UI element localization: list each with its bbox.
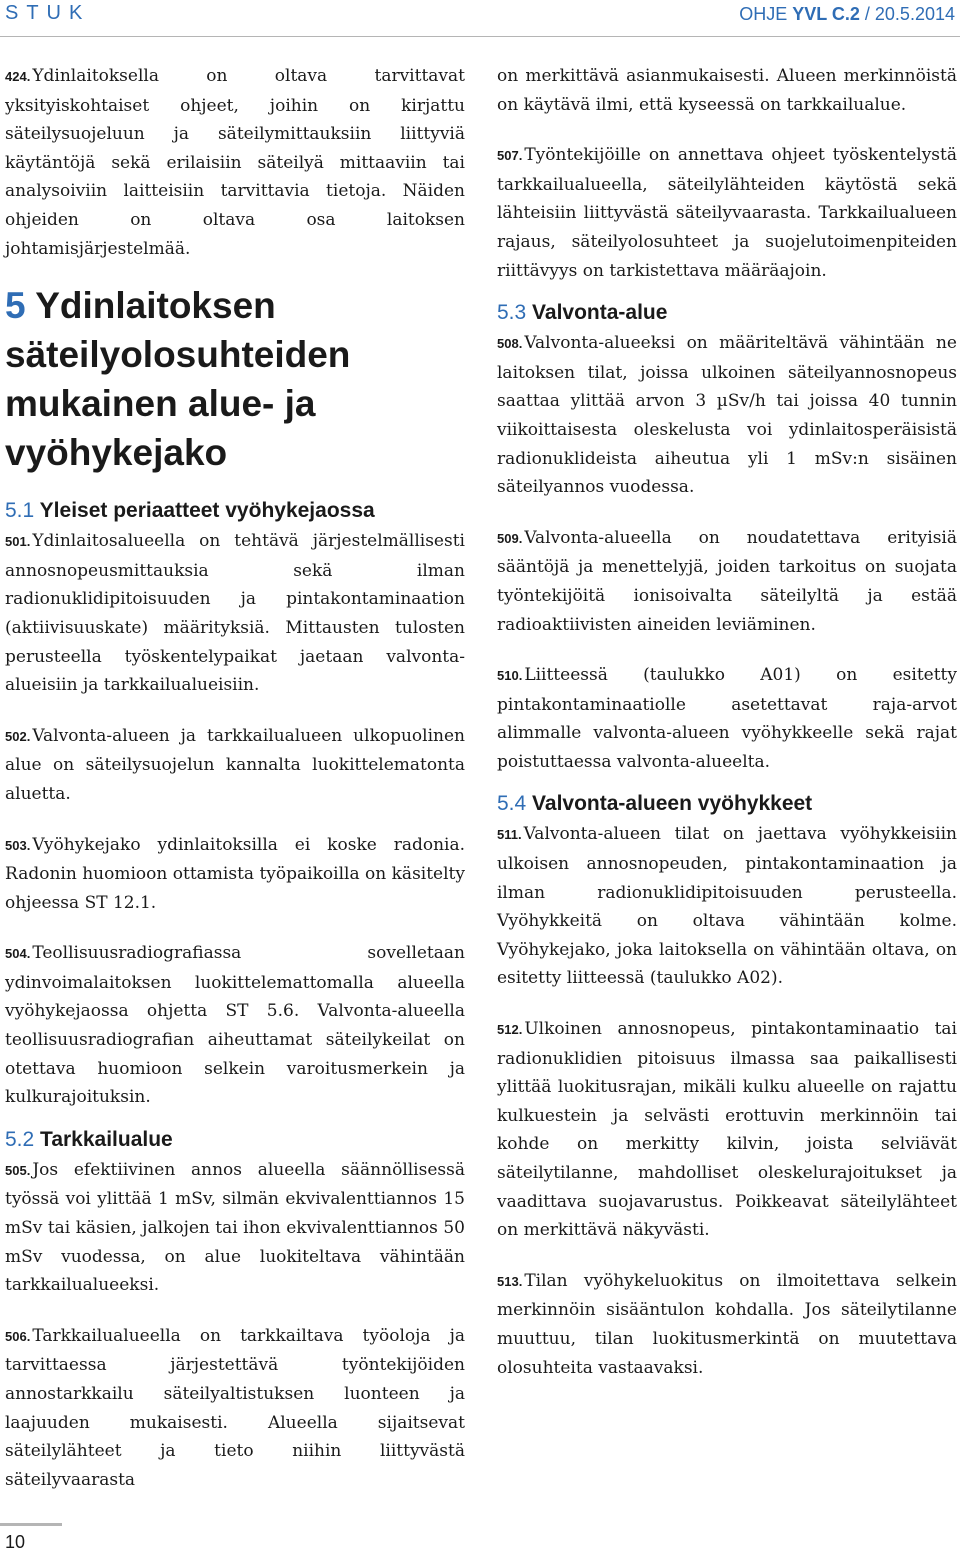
- paragraph: [5, 527, 465, 700]
- paragraph: [5, 1156, 465, 1300]
- right-column: [497, 62, 957, 1382]
- left-column: [5, 62, 465, 1494]
- footer-rule: [0, 1523, 62, 1526]
- paragraph: [497, 524, 957, 639]
- section-title: Valvonta-alue: [532, 301, 668, 325]
- brand-logo: STUK: [5, 2, 91, 24]
- paragraph: [5, 1322, 465, 1495]
- paragraph-text: Valvonta-alueeksi on määriteltävä vähintään ne laitoksen tilat, joissa ulkoinen säteilyannosnopeus saattaa ylittää arvon 3 µSv/h tai joissa 40 tunnin viikoittaisesta oleskelusta voi ydinlaitosperäisistä radionuklideista aiheutua yli 1 mSv:n sisäinen säteilyannos vuodessa.: [497, 333, 957, 498]
- paragraph-number: 513.: [497, 1273, 523, 1289]
- paragraph: [497, 141, 957, 285]
- section-number: 5.4: [497, 792, 527, 816]
- paragraph-text: Ydinlaitosalueella on tehtävä järjestelmällisesti annosnopeusmittauksia sekä ilman radionuklidipitoisuuden ja pintakontaminaation (aktiivisuuskate) määrityksiä. Mittausten tulosten perusteella työskentelypaikat jaetaan valvonta-alueisiin ja tarkkailualueisiin.: [5, 531, 465, 696]
- paragraph-number: 507.: [497, 148, 523, 164]
- section-number: 5: [5, 285, 26, 327]
- page-number: 10: [5, 1532, 26, 1552]
- paragraph-number: 501.: [5, 534, 31, 550]
- paragraph-text: Ulkoinen annosnopeus, pintakontaminaatio tai radionuklidien pitoisuus ilmassa saa paikallisesti ylittää luokitusrajan, mikäli kulku alueelle on rajattu kulkuestein ja selvästi erottuvin merkinnöin tai kohde on merkitty kilvin, joista selviävät säteilytilanne, mahdolliset oleskelurajoitukset ja vaadittava suojavarustus. Poikkeavat säteilylähteet on merkittävä näkyvästi.: [497, 1019, 957, 1241]
- paragraph-number: 503.: [5, 837, 31, 853]
- paragraph-text: Tilan vyöhykeluokitus on ilmoitettava selkein merkinnöin sisääntulon kohdalla. Jos säteilytilanne muuttuu, tilan luokitusmerkintä on muutettava olosuhteita vastaavaksi.: [497, 1270, 957, 1378]
- paragraph-number: 511.: [497, 827, 522, 843]
- paragraph-number: 506.: [5, 1328, 31, 1344]
- paragraph: [5, 722, 465, 809]
- paragraph-number: 424.: [5, 69, 31, 84]
- paragraph-number: 509.: [497, 530, 523, 546]
- paragraph-number: 510.: [497, 668, 523, 684]
- section-number: 5.3: [497, 301, 527, 325]
- subsection-heading: [497, 790, 957, 818]
- doc-label: OHJE: [739, 4, 793, 24]
- paragraph: [497, 62, 957, 119]
- paragraph-number: 508.: [497, 336, 523, 352]
- paragraph: [497, 661, 957, 776]
- section-number: 5.1: [5, 499, 35, 523]
- paragraph-text: Valvonta-alueella on noudatettava erityisiä sääntöjä ja menettelyjä, joiden tarkoitus on suojata työntekijöitä ionisoivalta säteilyltä ja estää radioaktiivisten aineiden leviäminen.: [497, 527, 957, 635]
- paragraph: [497, 820, 957, 993]
- paragraph-text: on merkittävä asianmukaisesti. Alueen merkinnöistä on käytävä ilmi, että kyseessä on tarkkailualue.: [497, 66, 957, 115]
- section-number: 5.2: [5, 1127, 35, 1151]
- section-title: Valvonta-alueen vyöhykkeet: [532, 792, 813, 816]
- document-reference: [739, 4, 955, 25]
- paragraph-text: Valvonta-alueen ja tarkkailualueen ulkopuolinen alue on säteilysuojelun kannalta luokittelematonta aluetta.: [5, 725, 465, 804]
- paragraph-text: Työntekijöille on annettava ohjeet työskentelystä tarkkailualueella, säteilylähteiden käytöstä sekä lähteisiin liittyvästä säteilyvaarasta. Tarkkailualueen rajaus, säteilyolosuhteet ja suojelutoimenpiteiden riittävyys on tarkistettava määräajoin.: [497, 145, 957, 281]
- section-title: Yleiset periaatteet vyöhykejaossa: [39, 499, 375, 523]
- paragraph: [497, 329, 957, 502]
- paragraph: [497, 1015, 957, 1245]
- section-heading: [5, 281, 465, 477]
- paragraph-number: 512.: [497, 1022, 523, 1038]
- paragraph: [5, 62, 465, 263]
- paragraph-number: 504.: [5, 946, 31, 962]
- paragraph: [5, 939, 465, 1112]
- paragraph-text: Liitteessä (taulukko A01) on esitetty pintakontaminaatiolle asetettavat raja-arvot alimmalle valvonta-alueen vyöhykkeelle sekä rajat poistuttaessa valvonta-alueelta.: [497, 665, 957, 772]
- subsection-heading: [5, 1126, 465, 1154]
- doc-code: YVL C.2: [792, 4, 860, 24]
- doc-date: / 20.5.2014: [859, 4, 955, 24]
- paragraph-text: Vyöhykejako ydinlaitoksilla ei koske radonia. Radonin huomioon ottamista työpaikoilla on käsitelty ohjeessa ST 12.1.: [5, 834, 465, 913]
- paragraph-text: Teollisuusradiografiassa sovelletaan ydinvoimalaitoksen luokittelemattomalla alueella vyöhykejaossa ohjetta ST 5.6. Valvonta-alueella teollisuusradiografian aiheuttamat säteilykeilat on otettava huomioon selkein varoitusmerkein ja kulkurajoituksin.: [5, 943, 465, 1108]
- paragraph-text: Jos efektiivinen annos alueella säännöllisessä työssä voi ylittää 1 mSv, silmän ekvivalenttiannos 15 mSv tai käsien, jalkojen tai ihon ekvivalenttiannos 50 mSv vuodessa, on alue luokiteltava vähintään tarkkailualueeksi.: [5, 1159, 465, 1296]
- paragraph-number: 505.: [5, 1162, 31, 1178]
- paragraph-text: Tarkkailualueella on tarkkailtava työoloja ja tarvittaessa järjestettävä työntekijöiden annostarkkailu säteilyaltistuksen luonteen ja laajuuden mukaisesti. Alueella sijaitsevat säteilylähteet ja tieto niihin liittyvästä säteilyvaarasta: [5, 1325, 465, 1490]
- paragraph-text: Valvonta-alueen tilat on jaettava vyöhykkeisiin ulkoisen annosnopeuden, pintakontaminaation ja ilman radionuklidipitoisuuden perusteella. Vyöhykkeitä on oltava vähintään kolme. Vyöhykejako, joka laitoksella on vähintään oltava, on esitetty liitteessä (taulukko A02).: [497, 824, 957, 989]
- section-title: Ydinlaitoksen säteilyolosuhteiden mukainen alue- ja vyöhykejako: [5, 285, 351, 474]
- paragraph-number: 502.: [5, 728, 31, 744]
- subsection-heading: [5, 497, 465, 525]
- subsection-heading: [497, 299, 957, 327]
- paragraph-text: Ydinlaitoksella on oltava tarvittavat yksityiskohtaiset ohjeet, joihin on kirjattu säteilysuojeluun ja säteilymittauksiin liittyviä käytäntöjä sekä erilaisiin säteilyä mittaaviin tai analysoiviin laitteisiin tarvittavia tietoja. Näiden ohjeiden on oltava osa laitoksen johtamisjärjestelmää.: [5, 66, 465, 259]
- section-title: Tarkkailualue: [40, 1127, 173, 1151]
- paragraph: [497, 1267, 957, 1382]
- paragraph: [5, 831, 465, 918]
- page-header: [0, 0, 960, 37]
